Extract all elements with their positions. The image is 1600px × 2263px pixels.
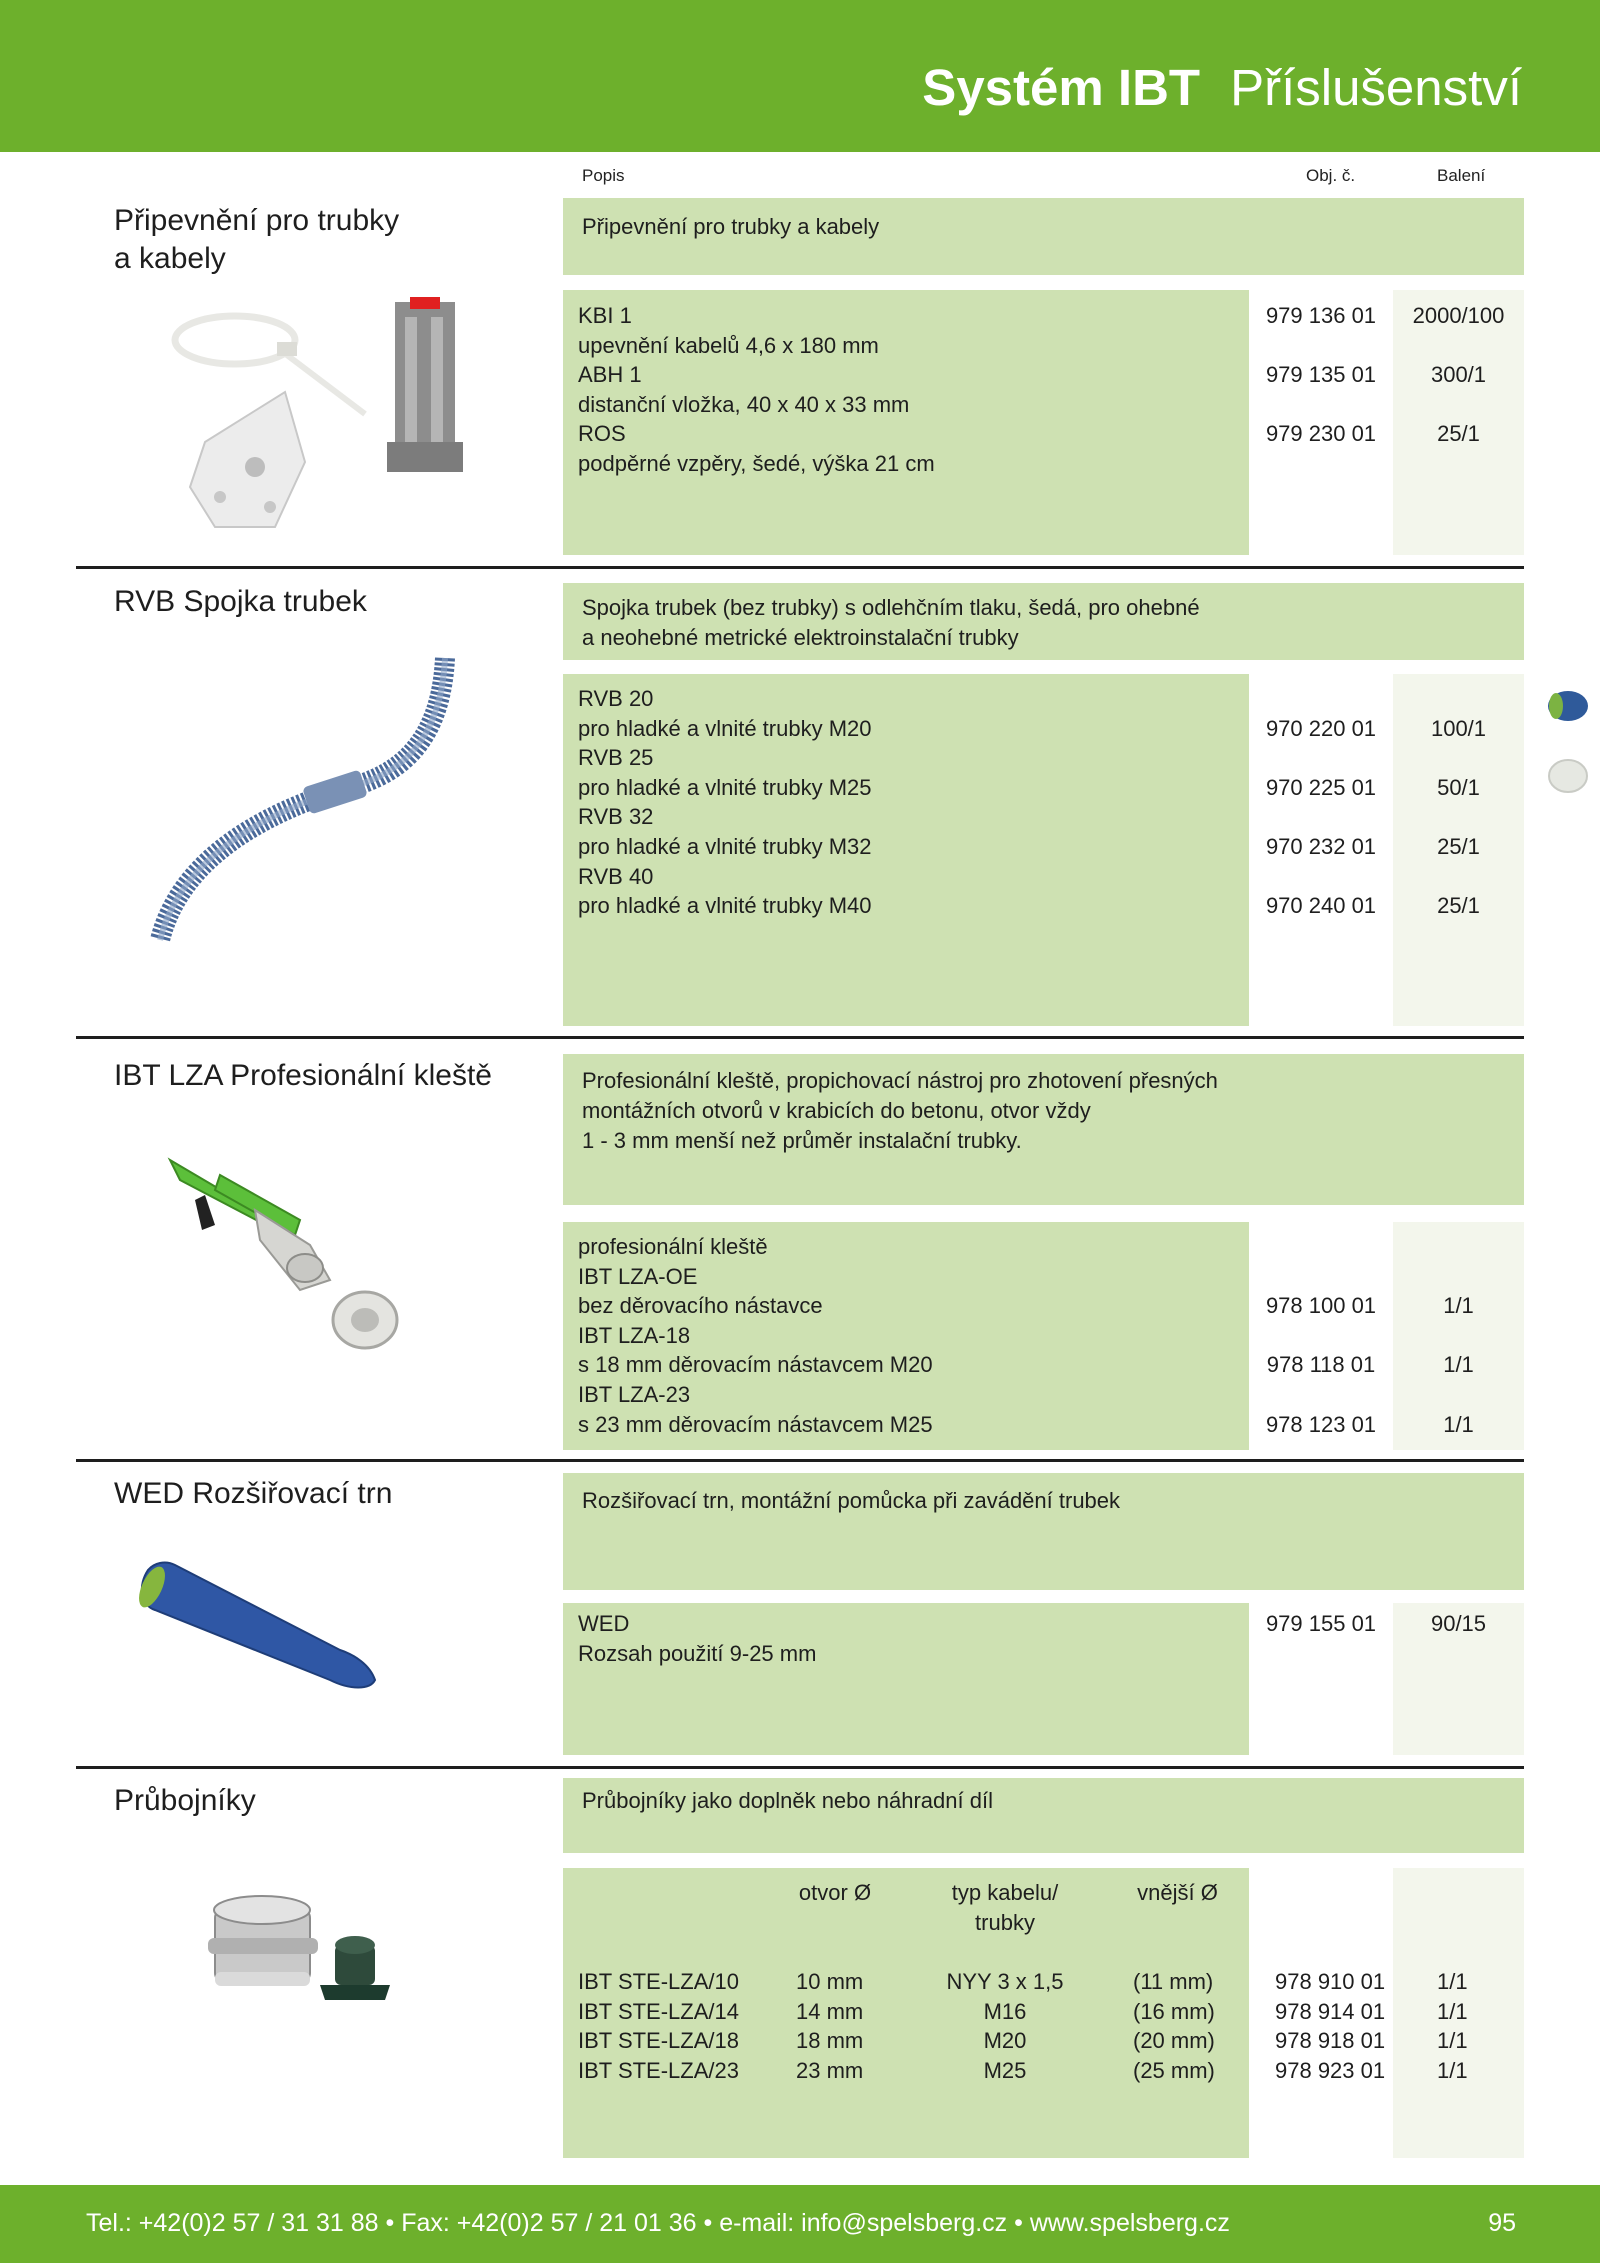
table-header-cable-type (930, 1878, 1080, 1937)
page-title (922, 58, 1522, 117)
packaging-value: 50/1 (1437, 774, 1480, 800)
packaging-list (1393, 684, 1524, 921)
packaging-list (1393, 301, 1524, 449)
item-line: podpěrné vzpěry, šedé, výška 21 cm (578, 450, 935, 476)
description-line: a neohebné metrické elektroinstalační trubky (582, 625, 1019, 650)
order-number: 978 918 01 (1275, 2028, 1386, 2054)
item-line: profesionální kleště (578, 1234, 768, 1259)
packaging-value: 2000/100 (1412, 303, 1505, 328)
packaging-value: 25/1 (1437, 421, 1480, 447)
order-number: 978 914 01 (1275, 1998, 1386, 2024)
packaging-list (1393, 1232, 1524, 1439)
hole-size: 10 mm (796, 1969, 864, 1994)
item-line: pro hladké a vlnité trubky M20 (578, 715, 872, 741)
order-number: 979 155 01 (1265, 1611, 1377, 1636)
outer-diameter: (16 mm) (1133, 1998, 1215, 2024)
item-line: IBT LZA-23 (578, 1381, 691, 1407)
item-line: distanční vložka, 40 x 40 x 33 mm (578, 391, 910, 417)
section-title-line: Připevnění pro trubky (114, 204, 400, 237)
fastening-product-image (165, 292, 505, 537)
order-number: 978 100 01 (1265, 1293, 1377, 1319)
packaging-value: 1/1 (1443, 1411, 1474, 1437)
order-number-list (1249, 1232, 1393, 1439)
page-title-category: Příslušenství (1230, 59, 1522, 116)
section-title-rvb (114, 583, 367, 621)
section-divider (76, 1036, 1524, 1039)
punch-name: IBT STE-LZA/18 (578, 2028, 739, 2054)
hole-size: 23 mm (796, 2057, 864, 2083)
item-line: IBT LZA-18 (578, 1322, 691, 1348)
page-footer (0, 2185, 1600, 2263)
item-line: IBT LZA-OE (578, 1263, 698, 1289)
side-thumbnails (1546, 684, 1594, 799)
mandrel-icon (142, 1563, 375, 1688)
packaging-value: 90/15 (1430, 1611, 1487, 1636)
item-line: RVB 32 (578, 804, 654, 830)
section-title-lza (114, 1057, 492, 1095)
cable-type: M16 (983, 1998, 1027, 2024)
item-list (578, 301, 935, 479)
punch-name: IBT STE-LZA/14 (578, 1998, 739, 2024)
item-line: KBI 1 (578, 303, 632, 328)
bracket-icon (190, 392, 305, 527)
item-line: RVB 40 (578, 863, 654, 889)
item-line: pro hladké a vlnité trubky M32 (578, 833, 872, 859)
pliers-image (160, 1150, 410, 1360)
punch-name: IBT STE-LZA/23 (578, 2057, 739, 2083)
section-title-wed (114, 1475, 392, 1513)
table-header-line: trubky (975, 1909, 1035, 1935)
conduit-coupling-image (140, 650, 460, 945)
section-title-line: RVB Spojka trubek (114, 585, 367, 618)
item-line: bez děrovacího nástavce (578, 1293, 823, 1319)
packaging-value: 100/1 (1430, 715, 1487, 741)
item-line: s 23 mm děrovacím nástavcem M25 (578, 1411, 933, 1437)
item-list (578, 1232, 933, 1439)
order-number: 978 923 01 (1275, 2057, 1386, 2083)
cable-type: NYY 3 x 1,5 (946, 1969, 1064, 1994)
packaging-value: 25/1 (1437, 893, 1480, 919)
column-header-packaging: Balení (1437, 166, 1486, 185)
page-number: 95 (1488, 2209, 1516, 2237)
column-header-description: Popis (582, 166, 625, 185)
section-divider (76, 1766, 1524, 1769)
order-number: 978 118 01 (1266, 1352, 1376, 1378)
description-line: 1 - 3 mm menší než průměr instalační trubky. (582, 1128, 1022, 1153)
order-number: 970 232 01 (1265, 833, 1377, 859)
section-title-line: IBT LZA Profesionální kleště (114, 1059, 492, 1092)
item-line: WED (578, 1611, 630, 1636)
section-description (582, 1066, 1218, 1156)
packaging-value: 1/1 (1443, 1352, 1474, 1378)
outer-diameter: (25 mm) (1133, 2057, 1215, 2083)
page-header (0, 0, 1600, 152)
section-divider (76, 566, 1524, 569)
item-line: ABH 1 (578, 362, 642, 388)
item-line: pro hladké a vlnité trubky M40 (578, 893, 872, 919)
cable-type: M20 (983, 2028, 1027, 2054)
order-number: 970 220 01 (1265, 715, 1377, 741)
section-title-line: WED Rozšiřovací trn (114, 1477, 393, 1510)
punch-image (200, 1890, 400, 2015)
coupling-icon (302, 769, 368, 814)
page-title-system: Systém IBT (922, 59, 1201, 116)
order-number-list (1249, 684, 1393, 921)
table-header-outer-diameter: vnější Ø (1137, 1880, 1218, 1905)
section-title-punches (114, 1782, 256, 1820)
coupling-thumbnail-icon (1548, 691, 1588, 721)
description-line: Připevnění pro trubky a kabely (582, 214, 880, 239)
order-number-list (1249, 301, 1393, 449)
packaging-value: 1/1 (1437, 2028, 1468, 2054)
item-line: Rozsah použití 9-25 mm (578, 1640, 817, 1666)
item-list (578, 1609, 816, 1668)
spacer-icon (387, 297, 463, 472)
item-list (578, 684, 872, 921)
packaging-value: 1/1 (1437, 2057, 1468, 2083)
description-line: Průbojníky jako doplněk nebo náhradní díl (582, 1788, 993, 1813)
item-line: s 18 mm děrovacím nástavcem M20 (578, 1352, 933, 1378)
packaging-value: 300/1 (1430, 362, 1487, 388)
footer-contact: Tel.: +42(0)2 57 / 31 31 88 • Fax: +42(0)2 57 / 21 01 36 • e-mail: info@spelsberg.cz • www.spelsberg.cz (86, 2209, 1230, 2237)
order-number: 970 240 01 (1265, 893, 1377, 919)
packaging-value: 25/1 (1437, 833, 1480, 859)
bushing-thumbnail-icon (1549, 760, 1587, 792)
order-number: 978 123 01 (1265, 1411, 1377, 1437)
outer-diameter: (20 mm) (1133, 2028, 1215, 2054)
item-line: ROS (578, 421, 626, 447)
punch-name: IBT STE-LZA/10 (578, 1969, 739, 1994)
section-description (582, 1486, 1120, 1516)
packaging-value: 1/1 (1437, 1998, 1468, 2024)
cable-tie-icon (175, 316, 365, 414)
mandrel-image (130, 1555, 380, 1695)
section-divider (76, 1459, 1524, 1462)
order-number: 979 135 01 (1265, 362, 1377, 388)
hole-size: 14 mm (796, 1998, 864, 2024)
cable-type: M25 (983, 2057, 1027, 2083)
punch-cutter-icon (320, 1936, 390, 2000)
section-title-line: a kabely (114, 242, 226, 275)
section-title-fastening (114, 202, 399, 278)
order-number: 970 225 01 (1265, 774, 1377, 800)
punch-die-icon (208, 1896, 318, 1986)
packaging-value: 1/1 (1443, 1293, 1474, 1319)
section-description (582, 212, 879, 242)
table-header-line: typ kabelu/ (951, 1880, 1059, 1905)
section-title-line: Průbojníky (114, 1784, 256, 1817)
hole-size: 18 mm (796, 2028, 864, 2054)
outer-diameter: (11 mm) (1133, 1969, 1214, 1994)
packaging-value: 1/1 (1437, 1969, 1468, 1994)
order-number: 979 136 01 (1265, 303, 1377, 328)
order-number: 979 230 01 (1265, 421, 1377, 447)
description-line: Spojka trubek (bez trubky) s odlehčním tlaku, šedá, pro ohebné (582, 595, 1200, 620)
table-header-hole: otvor Ø (798, 1880, 872, 1905)
section-description (582, 593, 1200, 653)
description-line: montážních otvorů v krabicích do betonu, otvor vždy (582, 1098, 1091, 1123)
order-number: 978 910 01 (1275, 1969, 1386, 1994)
section-description (582, 1786, 993, 1816)
item-line: upevnění kabelů 4,6 x 180 mm (578, 332, 879, 358)
item-line: RVB 20 (578, 686, 654, 711)
item-line: pro hladké a vlnité trubky M25 (578, 774, 872, 800)
description-line: Rozšiřovací trn, montážní pomůcka při zavádění trubek (582, 1488, 1121, 1513)
description-line: Profesionální kleště, propichovací nástroj pro zhotovení přesných (582, 1068, 1218, 1093)
item-line: RVB 25 (578, 745, 654, 771)
column-header-order-number: Obj. č. (1306, 166, 1356, 185)
